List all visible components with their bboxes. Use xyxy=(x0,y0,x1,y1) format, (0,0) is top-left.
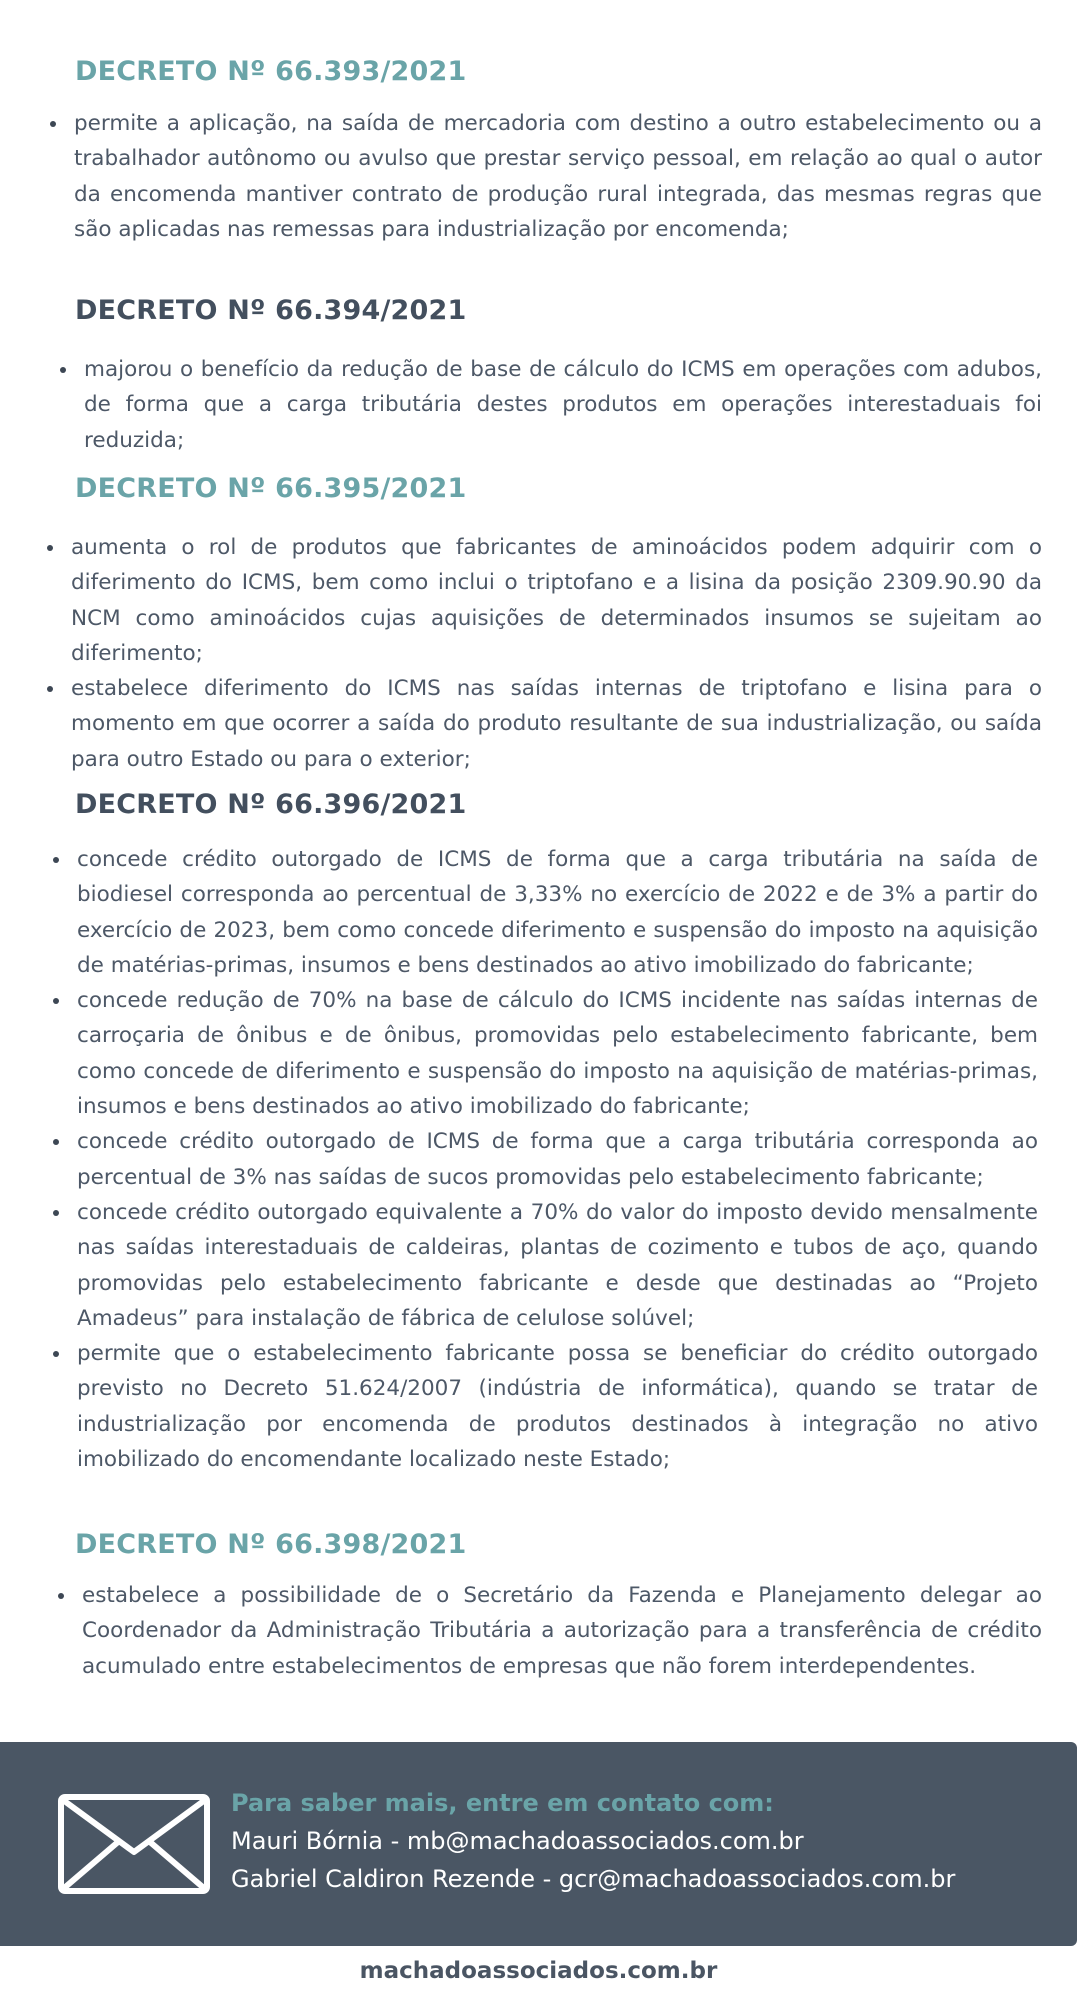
decree-heading: DECRETO Nº 66.394/2021 xyxy=(75,295,467,326)
list-item: estabelece diferimento do ICMS nas saídas internas de triptofano e lisina para o momento em que ocorrer a saída do produto resultante de sua industrialização, ou saída para outro Estado ou para o exterior; xyxy=(71,671,1042,777)
website-link[interactable]: machadoassociados.com.br xyxy=(359,1958,718,1984)
contact-band xyxy=(0,1742,1077,1946)
bullet-list xyxy=(71,530,1042,777)
decree-heading: DECRETO Nº 66.395/2021 xyxy=(75,473,467,504)
list-item: majorou o benefício da redução de base de cálculo do ICMS em operações com adubos, de forma que a carga tributária destes produtos em operações interestaduais foi reduzida; xyxy=(84,352,1042,458)
list-item: permite a aplicação, na saída de mercadoria com destino a outro estabelecimento ou a trabalhador autônomo ou avulso que prestar serviço pessoal, em relação ao qual o autor da encomenda mantiver contrato de produção rural integrada, das mesmas regras que são aplicadas nas remessas para industrialização por encomenda; xyxy=(74,106,1042,247)
bullet-icon xyxy=(60,367,66,373)
bullet-icon xyxy=(53,1139,59,1145)
contact-title: Para saber mais, entre em contato com: xyxy=(231,1789,774,1817)
bullet-icon xyxy=(53,1351,59,1357)
bullet-icon xyxy=(58,1593,64,1599)
contact-email-link[interactable]: Gabriel Caldiron Rezende - gcr@machadoassociados.com.br xyxy=(231,1865,956,1893)
list-item: concede crédito outorgado equivalente a 70% do valor do imposto devido mensalmente nas saídas interestaduais de caldeiras, plantas de cozimento e tubos de aço, quando promovidas pelo estabelecimento fabricante e desde que destinadas ao “Projeto Amadeus” para instalação de fábrica de celulose solúvel; xyxy=(77,1195,1038,1336)
bullet-icon xyxy=(50,121,56,127)
list-item: permite que o estabelecimento fabricante possa se beneficiar do crédito outorgado previsto no Decreto 51.624/2007 (indústria de informática), quando se tratar de industrialização por encomenda de produtos destinados à integração no ativo imobilizado do encomendante localizado neste Estado; xyxy=(77,1336,1038,1477)
list-item: concede crédito outorgado de ICMS de forma que a carga tributária corresponda ao percentual de 3% nas saídas de sucos promovidas pelo estabelecimento fabricante; xyxy=(77,1124,1038,1195)
envelope-icon xyxy=(58,1794,210,1894)
bullet-icon xyxy=(53,998,59,1004)
contact-email-link[interactable]: Mauri Bórnia - mb@machadoassociados.com.br xyxy=(231,1827,804,1855)
list-item: aumenta o rol de produtos que fabricantes de aminoácidos podem adquirir com o diferimento do ICMS, bem como inclui o triptofano e a lisina da posição 2309.90.90 da NCM como aminoácidos cujas aquisições de determinados insumos se sujeitam ao diferimento; xyxy=(71,530,1042,671)
decree-heading: DECRETO Nº 66.393/2021 xyxy=(75,56,467,87)
bullet-list xyxy=(74,106,1042,247)
bullet-icon xyxy=(47,686,53,692)
bullet-icon xyxy=(53,1210,59,1216)
bullet-list xyxy=(84,352,1042,458)
bullet-list xyxy=(77,842,1038,1477)
list-item: estabelece a possibilidade de o Secretário da Fazenda e Planejamento delegar ao Coordenador da Administração Tributária a autorização para a transferência de crédito acumulado entre estabelecimentos de empresas que não forem interdependentes. xyxy=(82,1578,1042,1684)
decree-heading: DECRETO Nº 66.398/2021 xyxy=(75,1529,467,1560)
list-item: concede crédito outorgado de ICMS de forma que a carga tributária na saída de biodiesel corresponda ao percentual de 3,33% no exercício de 2022 e de 3% a partir do exercício de 2023, bem como concede diferimento e suspensão do imposto na aquisição de matérias-primas, insumos e bens destinados ao ativo imobilizado do fabricante; xyxy=(77,842,1038,983)
decree-heading: DECRETO Nº 66.396/2021 xyxy=(75,789,467,820)
bullet-icon xyxy=(53,857,59,863)
bullet-icon xyxy=(47,545,53,551)
bullet-list xyxy=(82,1578,1042,1684)
list-item: concede redução de 70% na base de cálculo do ICMS incidente nas saídas internas de carroçaria de ônibus e de ônibus, promovidas pelo estabelecimento fabricante, bem como concede de diferimento e suspensão do imposto na aquisição de matérias-primas, insumos e bens destinados ao ativo imobilizado do fabricante; xyxy=(77,983,1038,1124)
